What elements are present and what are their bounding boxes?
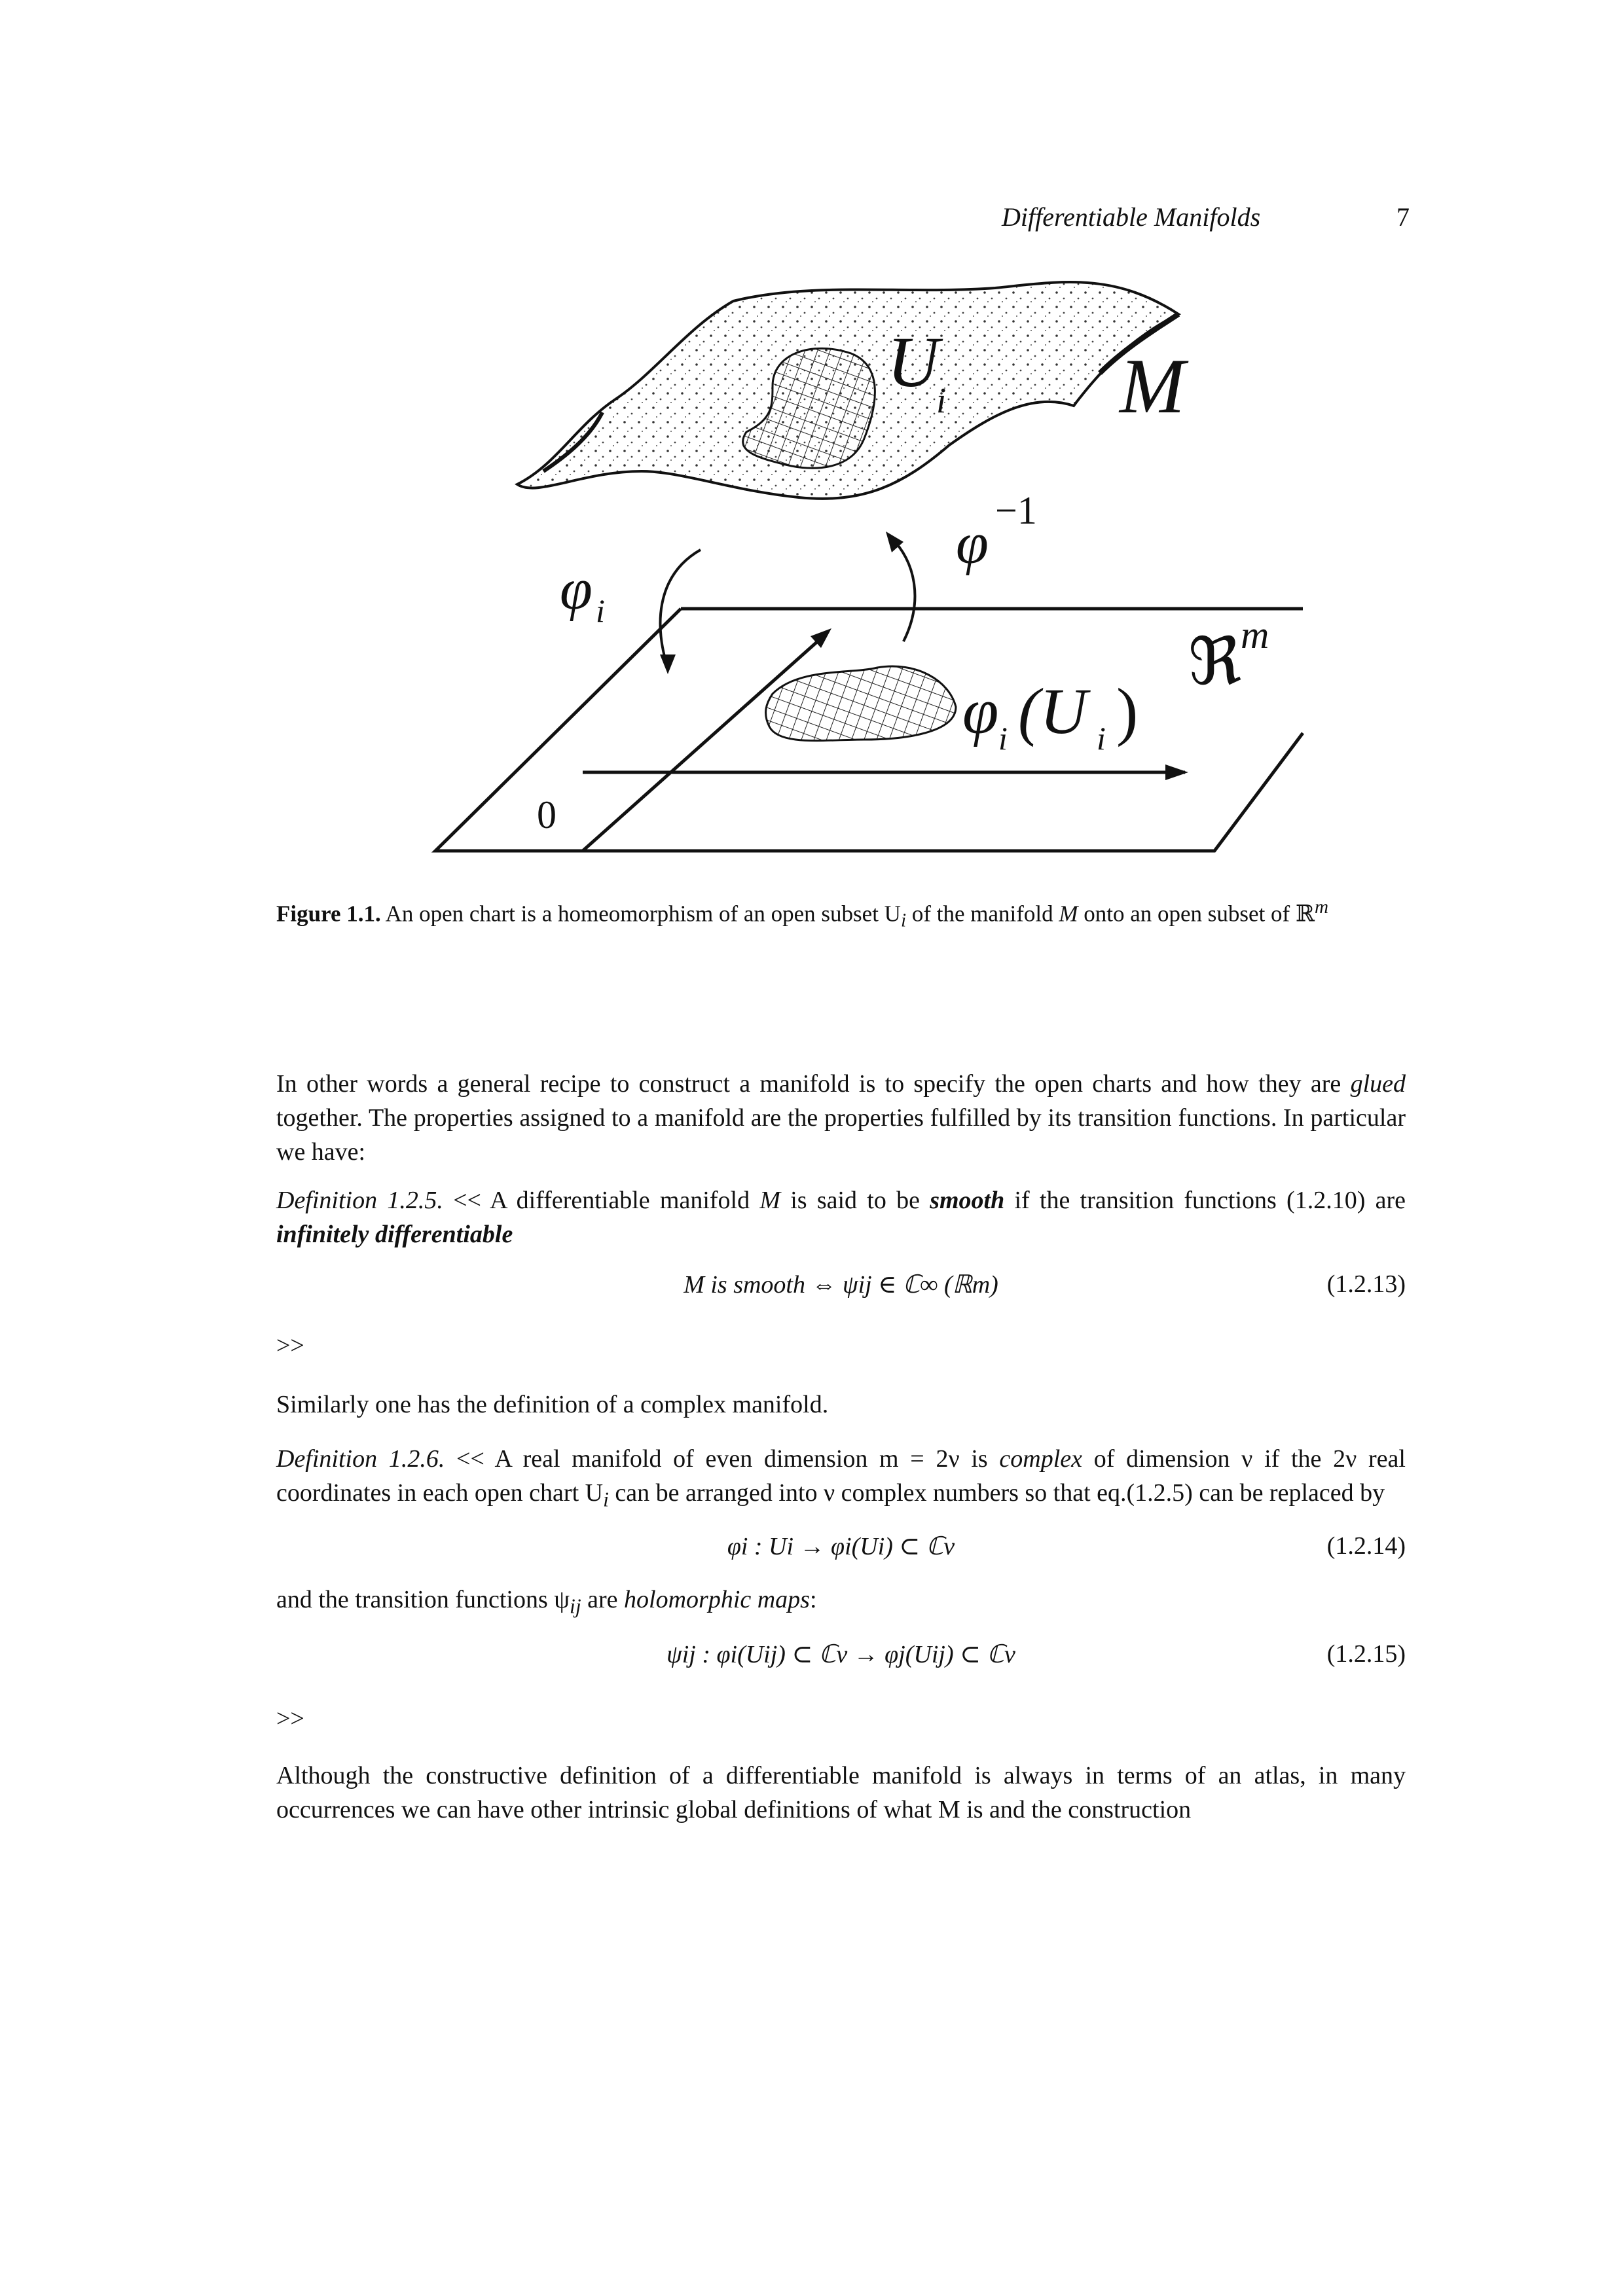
label-rm-sup: m — [1241, 613, 1269, 656]
label-rm: ℜ — [1188, 626, 1242, 698]
phi-inverse-arrow — [890, 537, 915, 641]
manifold-figure — [406, 275, 1336, 864]
definition-1-2-5: Definition 1.2.5. << A differentiable manifold M is said to be smooth if the transition functions (1.2.10) are infinitely differentiable — [276, 1187, 1406, 1248]
label-ui: U — [887, 322, 939, 402]
paragraph-1: In other words a general recipe to construct a manifold is to specify the open charts and how they are glued together. The properties assigned to a manifold are the properties fulfilled by its transition functions. In particular we have: — [276, 1070, 1406, 1166]
equation-1-2-13: M is smooth ⇔ ψij ∈ ℂ∞ (ℝm) (1.2.13) — [684, 1270, 1406, 1299]
caption-label: Figure 1.1. — [276, 901, 381, 927]
definition-1-2-6: Definition 1.2.6. << A real manifold of even dimension m = 2ν is complex of dimension ν if the 2ν real coordinates in each open chart $U_i$ can be arranged into ν complex numbers so that eq.(1.2.5) can be replaced by — [276, 1445, 1406, 1511]
paragraph-4: Although the constructive definition of a differentiable manifold is always in terms of an atlas, in many occurrences we can have other intrinsic global definitions of what M is and the construction — [276, 1762, 1406, 1823]
paragraph-3: and the transition functions $\psi_{ij}$ are holomorphic maps: — [276, 1586, 817, 1618]
equation-1-2-14: φi : Ui → φi(Ui) ⊂ ℂν (1.2.14) — [727, 1532, 1406, 1560]
label-phi-inverse: φ — [956, 511, 989, 576]
figure-caption: Figure 1.1. An open chart is a homeomorphism of an open subset $U_i$ of the manifold M onto an open subset of ℝ$^m$ — [276, 897, 1329, 931]
label-phi-ui-sub2: i — [1097, 720, 1106, 757]
page-number: 7 — [1396, 202, 1410, 232]
label-origin: 0 — [537, 793, 556, 836]
paragraph-2: Similarly one has the definition of a complex manifold. — [276, 1391, 829, 1418]
label-phi-ui: φ — [962, 675, 999, 747]
label-phi-inverse-sup: −1 — [995, 489, 1037, 532]
label-phi-i: φ — [560, 557, 593, 622]
label-phi-ui-sub: i — [998, 720, 1008, 757]
equation-1-2-15: ψij : φi(Uij) ⊂ ℂν → φj(Uij) ⊂ ℂν (1.2.15) — [666, 1640, 1406, 1668]
definition-close-1: >> — [276, 1332, 304, 1359]
running-title: Differentiable Manifolds — [1002, 202, 1261, 232]
label-manifold: M — [1120, 342, 1185, 429]
definition-close-2: >> — [276, 1705, 304, 1732]
svg-text:): ) — [1116, 675, 1139, 747]
label-phi-i-sub: i — [596, 592, 605, 629]
label-ui-sub: i — [936, 380, 947, 420]
chart-patch-plane — [766, 666, 956, 741]
label-phi-ui-paren: (U — [1018, 675, 1087, 747]
